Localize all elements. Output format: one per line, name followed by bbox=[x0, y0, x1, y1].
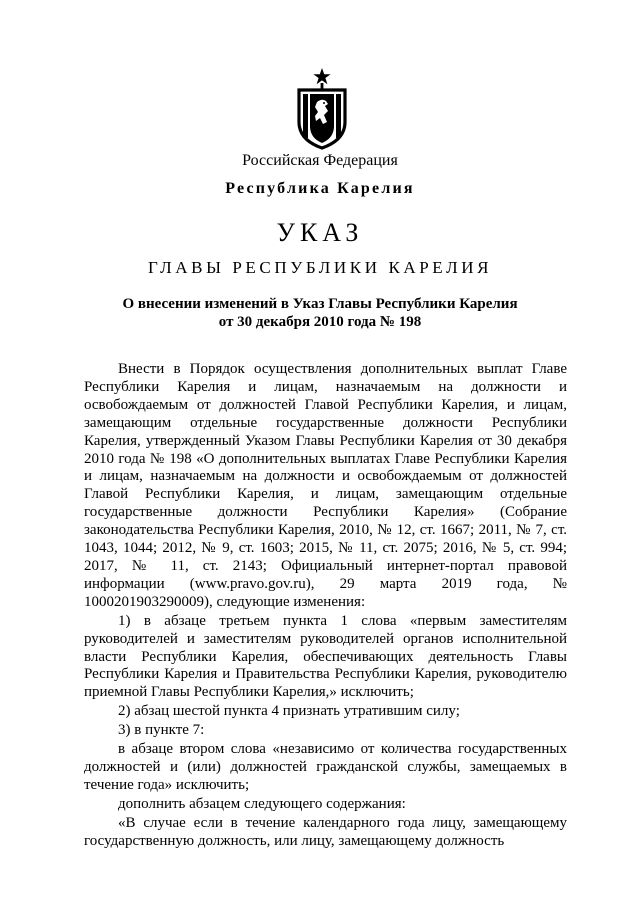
republic-name: Республика Карелия bbox=[225, 180, 415, 197]
country-name: Российская Федерация bbox=[242, 152, 398, 169]
document-body bbox=[84, 361, 567, 850]
paragraph-item-2: 2) абзац шестой пункта 4 признать утратившим силу; bbox=[118, 703, 460, 720]
subject-title-line-2: от 30 декабря 2010 года № 198 bbox=[218, 314, 422, 330]
document-type: УКАЗ bbox=[276, 218, 364, 247]
paragraph-quote-start: «В случае если в течение календарного года лицу, замещающему государственную должность, или лицу, замещающему должность bbox=[84, 814, 567, 849]
issuer-title: ГЛАВЫ РЕСПУБЛИКИ КАРЕЛИЯ bbox=[147, 258, 493, 277]
paragraph-preamble: Внести в Порядок осуществления дополнительных выплат Главе Республики Карелия и лицам, назначаемым на должности и освобождаемым от должностей Главой Республики Карелия, и лицам, замещающим отдельные государственные должности Республики Карелия, утвержденный Указом Главы Республики Карелия от 30 декабря 2010 года № 198 «О дополнительных выплатах Главе Республики Карелия и лицам, назначаемым на должности и освобождаемым от должностей Главой Республики Карелия, и лицам, замещающим отдельные государственные должности Республики Карелия» (Собрание законодательства Республики Карелия, 2010, № 12, ст. 1667; 2011, № 7, ст. 1043, 1044; 2012, № 9, ст. 1603; 2015, № 11, ст. 2075; 2016, № 5, ст. 994; 2017, № 11, ст. 2143; Официальный интернет-портал правовой информации (www.pravo.gov.ru), 29 марта 2019 года, № 1000201903290009), следующие изменения: bbox=[84, 361, 567, 610]
paragraph-item-1: 1) в абзаце третьем пункта 1 слова «первым заместителям руководителей и заместителям руководителей органов исполнительной власти Республики Карелия, обеспечивающих деятельность Главы Республики Карелия и Правительства Республики Карелия, руководителю приемной Главы Республики Карелия,» исключить; bbox=[84, 612, 567, 701]
paragraph-item-3: 3) в пункте 7: bbox=[118, 722, 205, 739]
karelia-coat-of-arms-icon bbox=[295, 66, 349, 150]
subject-title-line-1: О внесении изменений в Указ Главы Республики Карелия bbox=[122, 296, 518, 312]
paragraph-item-3-a: в абзаце втором слова «независимо от количества государственных должностей и (или) должностей гражданской службы, замещаемых в течение года» исключить; bbox=[84, 741, 567, 793]
paragraph-item-3-b: дополнить абзацем следующего содержания: bbox=[118, 795, 406, 812]
